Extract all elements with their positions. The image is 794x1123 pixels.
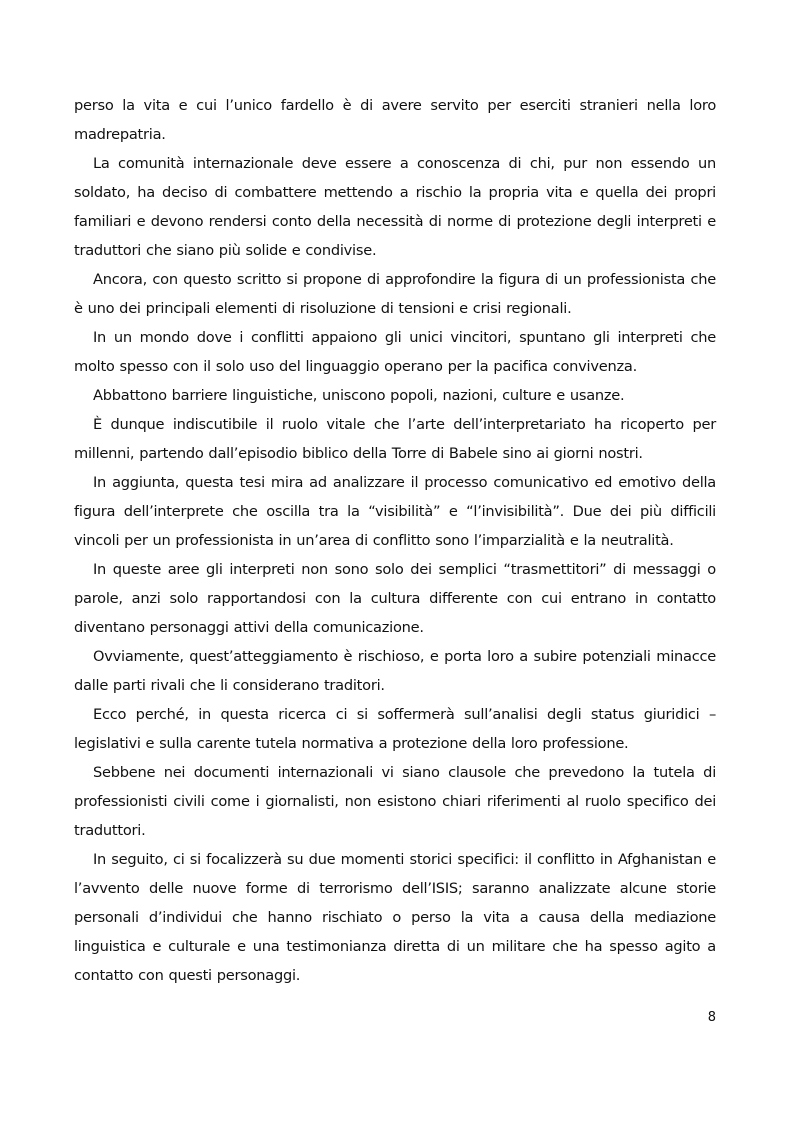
paragraph-9: Ovviamente, quest’atteggiamento è rischioso, e porta loro a subire potenziali minacce dalle parti rivali che li considerano traditori. (74, 648, 716, 694)
paragraph-6: È dunque indiscutibile il ruolo vitale che l’arte dell’interpretariato ha ricoperto per millenni, partendo dall’episodio biblico della Torre di Babele sino ai giorni nostri. (74, 416, 716, 462)
paragraph-8: In queste aree gli interpreti non sono solo dei semplici “trasmettitori” di messaggi o parole, anzi solo rapportandosi con la cultura differente con cui entrano in contatto diventano personaggi attivi della comunicazione. (74, 561, 716, 636)
paragraph-10: Ecco perché, in questa ricerca ci si soffermerà sull’analisi degli status giuridici – legislativi e sulla carente tutela normativa a protezione della loro professione. (74, 706, 716, 752)
paragraph-1: perso la vita e cui l’unico fardello è di avere servito per eserciti stranieri nella loro madrepatria. (74, 97, 716, 143)
paragraph-7: In aggiunta, questa tesi mira ad analizzare il processo comunicativo ed emotivo della figura dell’interprete che oscilla tra la “visibilità” e “l’invisibilità”. Due dei più difficili vincoli per un professionista in un’area di conflitto sono l’imparzialità e la neutralità. (74, 474, 716, 549)
paragraph-12: In seguito, ci si focalizzerà su due momenti storici specifici: il conflitto in Afghanistan e l’avvento delle nuove forme di terrorismo dell’ISIS; saranno analizzate alcune storie personali d’individui che hanno rischiato o perso la vita a causa della mediazione linguistica e culturale e una testimonianza diretta di un militare che ha spesso agito a contatto con questi personaggi. (74, 851, 716, 984)
body-text (74, 91, 716, 990)
paragraph-4: In un mondo dove i conflitti appaiono gli unici vincitori, spuntano gli interpreti che molto spesso con il solo uso del linguaggio operano per la pacifica convivenza. (74, 329, 716, 375)
paragraph-3: Ancora, con questo scritto si propone di approfondire la figura di un professionista che è uno dei principali elementi di risoluzione di tensioni e crisi regionali. (74, 271, 716, 317)
page-number: 8 (707, 1010, 716, 1025)
paragraph-2: La comunità internazionale deve essere a conoscenza di chi, pur non essendo un soldato, ha deciso di combattere mettendo a rischio la propria vita e quella dei propri familiari e devono rendersi conto della necessità di norme di protezione degli interpreti e traduttori che siano più solide e condivise. (74, 155, 716, 259)
paragraph-5: Abbattono barriere linguistiche, uniscono popoli, nazioni, culture e usanze. (93, 387, 625, 404)
paragraph-11: Sebbene nei documenti internazionali vi siano clausole che prevedono la tutela di professionisti civili come i giornalisti, non esistono chiari riferimenti al ruolo specifico dei traduttori. (74, 764, 716, 839)
